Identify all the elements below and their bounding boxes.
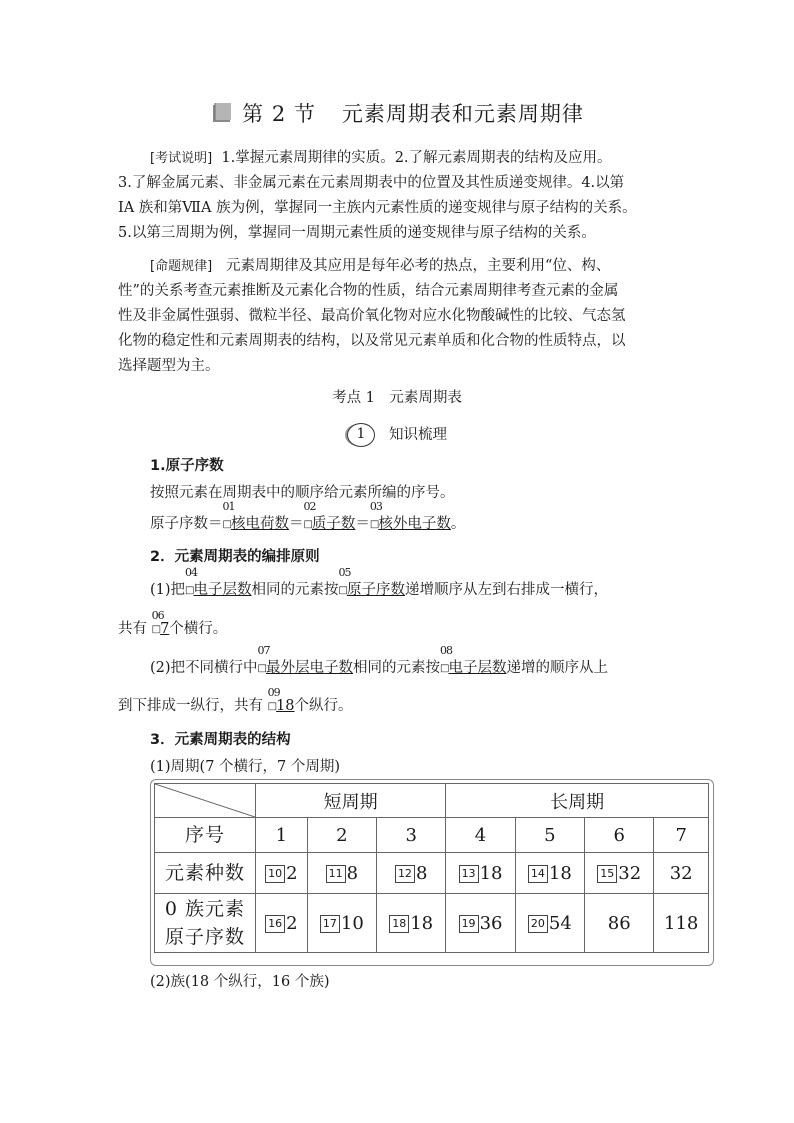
book-icon — [210, 100, 234, 124]
s2-p1 — [150, 566, 608, 599]
count-value: 18 — [479, 862, 503, 884]
answer-number-box: 10 — [265, 865, 285, 883]
blank-03 — [369, 500, 451, 533]
blank-answer: 电子层数 — [448, 660, 507, 676]
blank-number: 06 — [151, 609, 164, 622]
exam-note-label: [考试说明] — [150, 151, 213, 166]
zero-value: 10 — [340, 912, 364, 934]
blank-answer: 质子数 — [311, 516, 356, 532]
exam-note-text4: 5.以第三周期为例，掌握同一周期元素性质的递变规律与原子结构的关系。 — [118, 225, 596, 241]
seq-cell: 5 — [515, 818, 584, 853]
blank-answer: 原子序数 — [346, 582, 405, 598]
blank-number: 09 — [267, 686, 280, 699]
count-cell — [515, 853, 584, 894]
s1-prefix: 原子序数＝ — [150, 516, 223, 532]
s3-sub1: (1)周期(7 个横行，7 个周期) — [150, 759, 341, 775]
zero-value: 2 — [286, 912, 298, 934]
blank-answer: 18 — [276, 698, 295, 714]
period: 。 — [450, 516, 466, 532]
blank-answer: 7 — [160, 621, 170, 637]
blank-number: 01 — [222, 500, 235, 513]
count-value: 8 — [415, 862, 428, 884]
count-cell — [585, 853, 654, 894]
row-label-count: 元素种数 — [155, 853, 256, 894]
pattern-text5: 选择题型为主。 — [118, 358, 220, 374]
zero-cell: 86 — [585, 894, 654, 953]
count-cell — [446, 853, 515, 894]
blank-answer: 核外电子数 — [378, 516, 451, 532]
blank-09 — [267, 686, 295, 714]
long-period-header: 长周期 — [446, 784, 709, 818]
blank-08 — [440, 644, 507, 677]
answer-number-box: 15 — [597, 865, 617, 883]
text: 共有 — [118, 621, 152, 637]
count-cell — [377, 853, 446, 894]
seq-cell: 1 — [256, 818, 308, 853]
zero-value: 54 — [548, 912, 572, 934]
row-label-seq: 序号 — [155, 818, 256, 853]
blank-mark: □ — [222, 519, 231, 530]
answer-number-box: 13 — [459, 865, 479, 883]
s3-sub2: (2)族(18 个纵行，16 个族) — [150, 974, 330, 990]
pattern-text1: 元素周期律及其应用是每年必考的热点，主要利用“位、构、 — [225, 258, 611, 274]
text: 个纵行。 — [294, 698, 353, 714]
s2-p2 — [150, 644, 608, 677]
blank-number: 03 — [369, 500, 382, 513]
answer-number-box: 11 — [326, 865, 346, 883]
s3-heading: 3．元素周期表的结构 — [150, 732, 291, 748]
text: 递增的顺序从上 — [506, 660, 608, 676]
seq-cell: 6 — [585, 818, 654, 853]
seq-cell: 7 — [654, 818, 709, 853]
s1-equation — [150, 500, 466, 533]
zero-cell — [377, 894, 446, 953]
row-label-zero-line1: 0 族元素 — [164, 898, 246, 920]
text: 个横行。 — [169, 621, 228, 637]
period-table — [154, 783, 709, 953]
zero-value: 18 — [410, 912, 434, 934]
short-period-header: 短周期 — [256, 784, 446, 818]
table-header-row — [155, 784, 709, 818]
text: 相同的元素按 — [251, 582, 339, 598]
text: 相同的元素按 — [353, 660, 440, 676]
blank-mark: □ — [303, 519, 312, 530]
text: (1)把 — [150, 582, 186, 598]
count-value: 32 — [618, 862, 642, 884]
blank-mark: □ — [185, 585, 194, 596]
pattern-text3: 性及非金属性强弱、微粒半径、最高价氧化物对应水化物酸碱性的比较、气态氢 — [118, 308, 626, 324]
zhishi-label: 知识梳理 — [389, 427, 447, 443]
zero-cell: 118 — [654, 894, 709, 953]
answer-number-box: 18 — [389, 915, 409, 933]
text: 递增顺序从左到右排成一横行， — [404, 582, 608, 598]
blank-answer: 最外层电子数 — [266, 660, 353, 676]
count-value: 8 — [346, 862, 359, 884]
answer-number-box: 20 — [528, 915, 548, 933]
count-cell: 32 — [654, 853, 709, 894]
zero-cell — [307, 894, 376, 953]
eq-sign: ＝ — [355, 516, 370, 532]
row-label-zero — [155, 894, 256, 953]
s2-heading: 2．元素周期表的编排原则 — [150, 549, 320, 565]
exam-note-text1: 1.掌握元素周期律的实质。2.了解元素周期表的结构及应用。 — [221, 150, 612, 166]
blank-mark: □ — [257, 663, 266, 674]
answer-number-box: 19 — [459, 915, 479, 933]
row-label-zero-line2: 原子序数 — [164, 926, 245, 948]
seq-cell: 4 — [446, 818, 515, 853]
diagonal-line — [155, 784, 255, 817]
zero-cell — [515, 894, 584, 953]
blank-number: 08 — [440, 644, 452, 657]
answer-number-box: 14 — [528, 865, 548, 883]
blank-number: 04 — [185, 566, 198, 579]
blank-04 — [185, 566, 252, 599]
count-value: 2 — [286, 862, 298, 884]
answer-number-box: 12 — [395, 865, 415, 883]
blank-number: 05 — [338, 566, 351, 579]
zero-cell — [446, 894, 515, 953]
exam-note — [118, 146, 678, 246]
blank-mark: □ — [440, 663, 449, 674]
s2-p2-cont — [118, 686, 353, 715]
pattern-text2: 性”的关系考查元素推断及元素化合物的性质，结合元素周期律考查元素的金属 — [118, 283, 619, 299]
blank-number: 07 — [257, 644, 270, 657]
zhishi-heading — [0, 423, 794, 447]
count-cell — [256, 853, 308, 894]
text: (2)把不同横行中 — [150, 660, 258, 676]
section-name: 元素周期表和元素周期律 — [341, 102, 584, 126]
blank-06 — [151, 609, 170, 637]
s1-line1: 按照元素在周期表中的顺序给元素所编的序号。 — [150, 485, 455, 501]
answer-number-box: 17 — [320, 915, 340, 933]
number-badge: 1 — [347, 423, 375, 447]
blank-number: 02 — [303, 500, 316, 513]
count-value: 18 — [548, 862, 572, 884]
kaodian-heading: 考点 1 元素周期表 — [332, 390, 462, 406]
section-title — [0, 98, 794, 128]
text: 到下排成一纵行，共有 — [118, 698, 268, 714]
blank-01 — [222, 500, 289, 533]
blank-05 — [338, 566, 405, 599]
exam-note-text2: 3.了解金属元素、非金属元素在元素周期表中的位置及其性质递变规律。4.以第 — [118, 175, 625, 191]
zero-cell — [256, 894, 308, 953]
blank-07 — [257, 644, 353, 677]
seq-cell: 3 — [377, 818, 446, 853]
blank-02 — [303, 500, 356, 533]
s1-heading: 1.原子序数 — [150, 458, 224, 474]
exam-note-text3: ⅠA 族和第ⅦA 族为例，掌握同一主族内元素性质的递变规律与原子结构的关系。 — [118, 200, 637, 216]
blank-mark: □ — [267, 701, 277, 712]
s2-p1-cont — [118, 609, 228, 638]
blank-mark: □ — [338, 585, 347, 596]
diagonal-cell — [155, 784, 256, 818]
blank-answer: 核电荷数 — [230, 516, 289, 532]
eq-sign: ＝ — [288, 516, 304, 532]
table-row-zero-group — [155, 894, 709, 953]
section-number: 第 2 节 — [242, 102, 316, 126]
pattern-text4: 化物的稳定性和元素周期表的结构，以及常见元素单质和化合物的性质特点，以 — [118, 333, 626, 349]
blank-mark: □ — [151, 624, 161, 635]
pattern-label: [命题规律] — [150, 259, 213, 274]
blank-mark: □ — [369, 519, 379, 530]
table-row-count — [155, 853, 709, 894]
seq-cell: 2 — [307, 818, 376, 853]
zero-value: 36 — [479, 912, 503, 934]
table-row-seq — [155, 818, 709, 853]
count-cell — [307, 853, 376, 894]
answer-number-box: 16 — [265, 915, 285, 933]
pattern-note — [118, 254, 678, 379]
blank-answer: 电子层数 — [193, 582, 252, 598]
